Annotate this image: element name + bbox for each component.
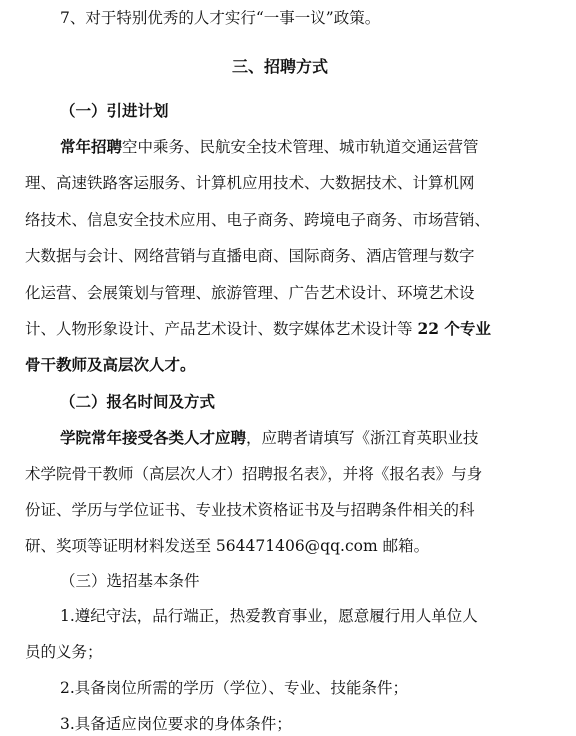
paragraph-line: 络技术、信息安全技术应用、电子商务、跨境电子商务、市场营销、: [25, 211, 491, 229]
paragraph-line: [60, 137, 479, 157]
paragraph-line: 份证、学历与学位证书、专业技术资格证书及与招聘条件相关的科: [25, 501, 475, 519]
bold-lead: 学院常年接受各类人才应聘: [60, 428, 247, 447]
condition-1-cont: 员的义务；: [25, 643, 103, 661]
paragraph-line: 研、奖项等证明材料发送至 564471406@qq.com 邮箱。: [25, 537, 430, 555]
subsection-3-title: （三）选招基本条件: [60, 572, 200, 590]
paragraph-line: 术学院骨干教师（高层次人才）招聘报名表》，并将《报名表》与身: [25, 465, 483, 483]
paragraph-line: 理、高速铁路客运服务、计算机应用技术、大数据技术、计算机网: [25, 174, 475, 192]
section-3-title: 三、招聘方式: [232, 57, 329, 76]
condition-3: 3.具备适应岗位要求的身体条件；: [60, 715, 292, 733]
paragraph-text: 空中乘务、民航安全技术管理、城市轨道交通运营管: [122, 138, 479, 156]
bold-lead: 常年招聘: [60, 137, 123, 156]
paragraph-text: 计、人物形象设计、产品艺术设计、数字媒体艺术设计等: [25, 320, 418, 338]
bold-count: 22 个专业: [417, 319, 491, 338]
paragraph-line: 大数据与会计、网络营销与直播电商、国际商务、酒店管理与数字: [25, 247, 475, 265]
condition-1: 1.遵纪守法，品行端正，热爱教育事业，愿意履行用人单位人: [60, 607, 478, 625]
paragraph-text: ，应聘者请填写《浙江育英职业技: [246, 429, 479, 447]
item-7: 7、对于特别优秀的人才实行“一事一议”政策。: [60, 9, 381, 27]
paragraph-line: [25, 319, 491, 339]
condition-2: 2.具备岗位所需的学历（学位）、专业、技能条件；: [60, 679, 409, 697]
paragraph-line: [60, 428, 479, 448]
subsection-2-title: （二）报名时间及方式: [60, 392, 216, 411]
subsection-1-title: （一）引进计划: [60, 101, 169, 120]
paragraph-line: 化运营、会展策划与管理、旅游管理、广告艺术设计、环境艺术设: [25, 284, 475, 302]
paragraph-line: 骨干教师及高层次人才。: [25, 355, 196, 374]
